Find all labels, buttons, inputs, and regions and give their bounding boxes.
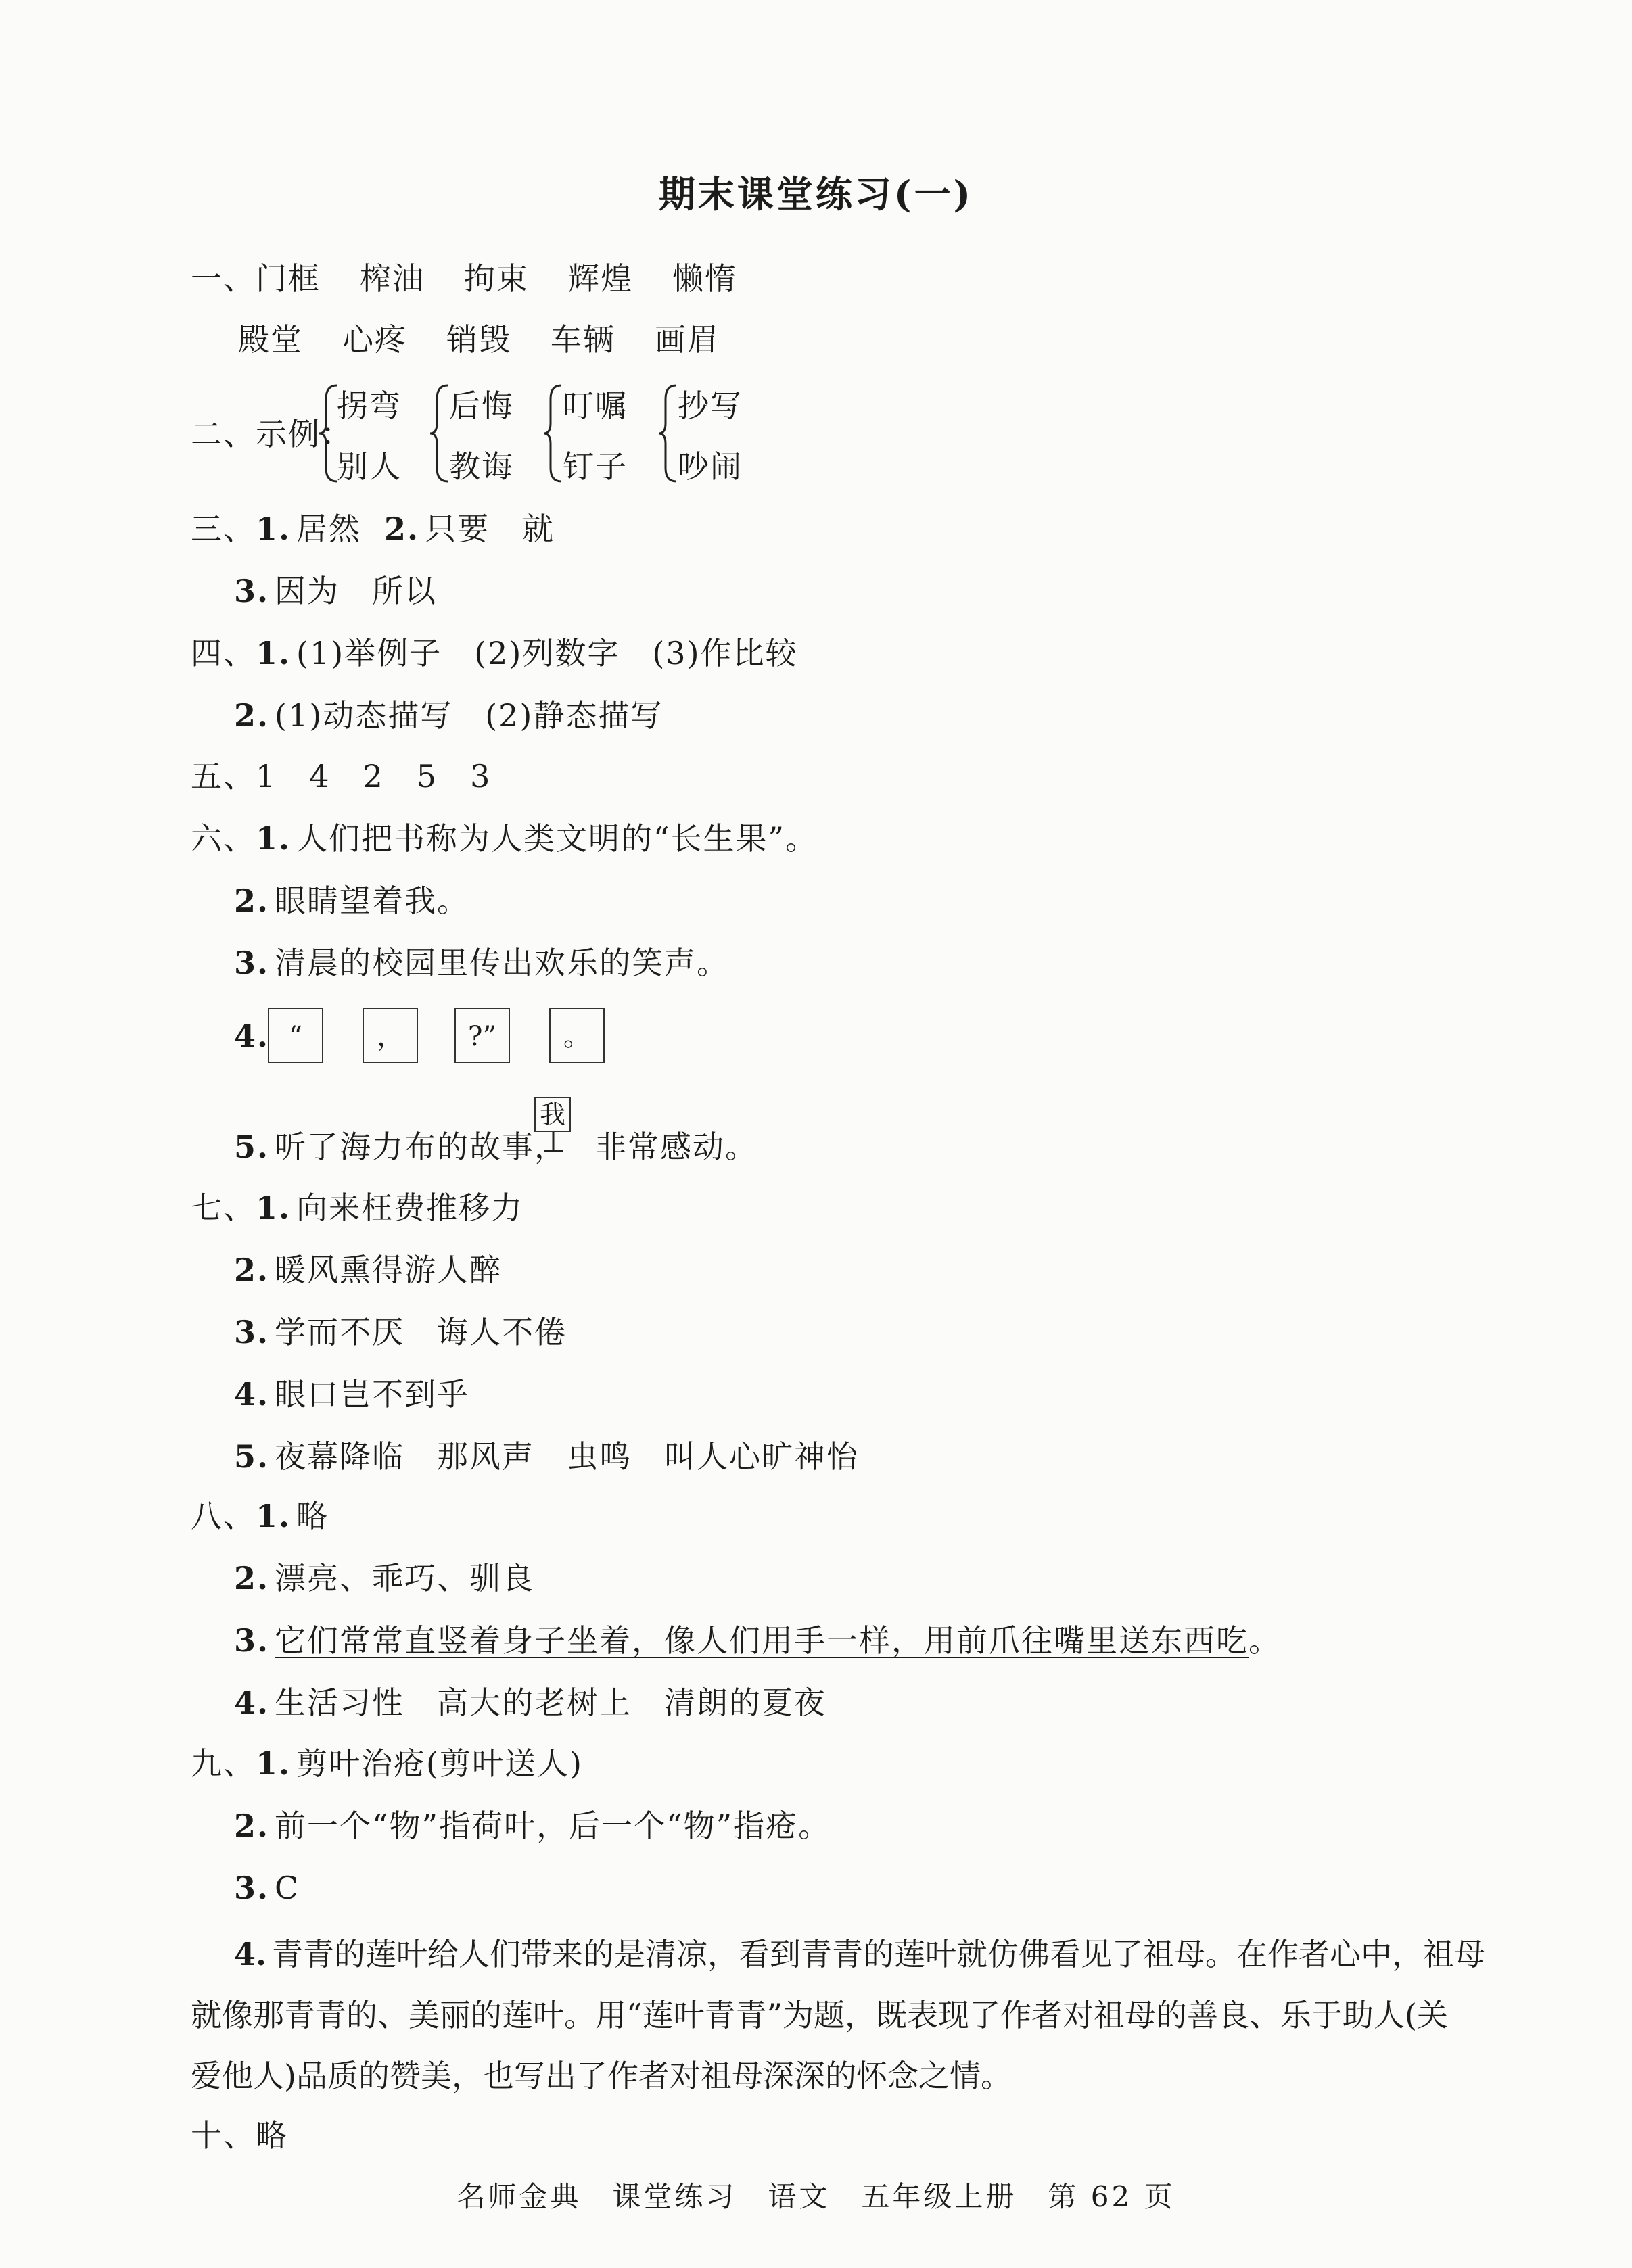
q-number: 3. [234,573,270,609]
q-number: 1. [256,511,292,547]
underlined-answer: 它们常常直竖着身子坐着，像人们用手一样，用前爪往嘴里送东西吃 [275,1622,1249,1659]
answer: (1)动态描写 (2)静态描写 [275,697,663,734]
section-5-row [191,757,491,795]
section-9-label: 九、 [191,1745,256,1782]
q-number: 4. [234,1376,270,1413]
section-10-label: 十、 [191,2117,256,2154]
section-8-row-2 [234,1559,534,1597]
word: 拘束 [464,260,529,297]
section-3-label: 三、 [191,511,256,547]
section-2-label: 二、示例： [191,416,353,452]
section-7-row-4 [234,1375,469,1413]
section-9-row-4-line-3: 爱他人)品质的赞美，也写出了作者对祖母深深的怀念之情。 [191,2058,1012,2094]
answer: 眼口岂不到乎 [275,1376,470,1413]
q-number: 3. [234,1622,270,1659]
insert-mark-box: 我 [534,1097,571,1132]
answer: (1)举例子 (2)列数字 (3)作比较 [296,635,798,671]
section-7-row-5 [234,1438,859,1475]
page-title: 期末课堂练习(一) [658,172,974,216]
q-number: 4. [234,1018,270,1054]
answer: C [275,1870,300,1906]
word: 车辆 [551,321,615,358]
answer-line: 青青的莲叶给人们带来的是清凉，看到青青的莲叶就仿佛看见了祖母。在作者心中，祖母 [272,1936,1486,1972]
word: 殿堂 [238,321,303,358]
answer: 向来枉费推移力 [296,1189,524,1226]
pair-3-bottom: 钉子 [563,448,628,485]
answer: 学而不厌 诲人不倦 [275,1314,567,1350]
section-9-row-4-line-2: 就像那青青的、美丽的莲叶。用“莲叶青青”为题，既表现了作者对祖母的善良、乐于助人(关 [191,1997,1448,2033]
section-3-row-2 [234,572,437,610]
word: 心疼 [342,321,407,358]
answer: 1 4 2 5 3 [256,758,492,795]
pair-3-top: 叮嘱 [563,387,628,424]
q-number: 3. [234,1870,270,1906]
answer: 略 [296,1498,329,1534]
q-number: 1. [256,1498,292,1534]
answer: 清晨的校园里传出欢乐的笑声。 [275,945,730,981]
page-footer: 名师金典 课堂练习 语文 五年级上册 第 62 页 [457,2180,1175,2213]
section-8-row-4 [234,1684,826,1722]
word: 门框 [256,260,321,297]
section-9-row-3 [234,1869,300,1907]
answer: 居然 [296,511,362,547]
answer: 因为 所以 [275,573,438,609]
answer: 漂亮、乖巧、驯良 [275,1560,535,1597]
section-9-row-4 [234,1935,1485,1973]
answer: 听了海力布的故事， [275,1129,567,1165]
section-4-row-2 [234,696,663,734]
pair-2-bottom: 教诲 [449,448,514,485]
brace-icon [541,383,565,484]
section-6-row-2 [234,882,469,920]
punctuation-box: “ [268,1008,323,1063]
section-6-row-3 [234,944,729,982]
section-9-row-2 [234,1807,831,1845]
q-number: 2. [384,511,420,547]
section-7-row-1 [191,1189,523,1227]
answer: 非常感动。 [595,1129,758,1165]
q-number: 4. [234,1684,270,1721]
q-number: 1. [256,635,292,671]
q-number: 2. [234,697,270,734]
section-1-row-2 [238,321,720,358]
q-number: 2. [234,1252,270,1288]
answer: 剪叶治疮(剪叶送人) [296,1745,583,1782]
pair-1-top: 拐弯 [337,387,402,424]
word: 销毁 [446,321,511,358]
pair-2-top: 后悔 [449,387,514,424]
word: 辉煌 [568,260,633,297]
pair-1-bottom: 别人 [337,448,402,485]
section-6-label: 六、 [191,820,256,857]
section-1-label: 一、 [191,260,256,297]
section-8-label: 八、 [191,1498,256,1534]
answer: 人们把书称为人类文明的“长生果”。 [296,820,818,857]
answer: 眼睛望着我。 [275,882,470,919]
q-number: 1. [256,1189,292,1226]
answer-end: 。 [1249,1622,1282,1659]
pair-4-bottom: 吵闹 [678,448,743,485]
q-number: 1. [256,1745,292,1782]
answer: 生活习性 高大的老树上 清朗的夏夜 [275,1684,827,1721]
section-3-row-1 [191,510,555,548]
answer: 略 [256,2117,288,2154]
section-7-row-3 [234,1313,567,1351]
answer: 只要 就 [425,511,555,547]
answer: 前一个“物”指荷叶，后一个“物”指疮。 [275,1808,831,1844]
word: 懒惰 [672,260,737,297]
punctuation-box: ， [363,1008,418,1063]
q-number: 2. [234,1560,270,1597]
q-number: 4. [234,1936,267,1972]
q-number: 3. [234,1314,270,1350]
brace-icon [656,383,680,484]
brace-icon [427,383,452,484]
section-7-row-2 [234,1251,502,1289]
answer: 夜幕降临 那风声 虫鸣 叫人心旷神怡 [275,1438,860,1475]
section-7-label: 七、 [191,1189,256,1226]
section-4-row-1 [191,634,798,672]
section-10-row [191,2117,288,2154]
section-8-row-1 [191,1497,329,1535]
q-number: 2. [234,882,270,919]
q-number: 5. [234,1129,270,1165]
punctuation-box: 。 [549,1008,605,1063]
answer: 暖风熏得游人醉 [275,1252,503,1288]
q-number: 1. [256,820,292,857]
pair-4-top: 抄写 [678,387,743,424]
section-9-row-1 [191,1745,583,1782]
section-4-label: 四、 [191,635,256,671]
section-6-row-5 [234,1128,757,1166]
section-1-row-1 [191,260,737,298]
section-5-label: 五、 [191,758,256,795]
word: 榨油 [360,260,425,297]
q-number: 5. [234,1438,270,1475]
section-6-row-1 [191,820,818,857]
punctuation-box: ?” [454,1008,510,1063]
q-number: 3. [234,945,270,981]
word: 画眉 [655,321,720,358]
q-number: 2. [234,1808,270,1844]
section-8-row-3 [234,1622,1281,1659]
